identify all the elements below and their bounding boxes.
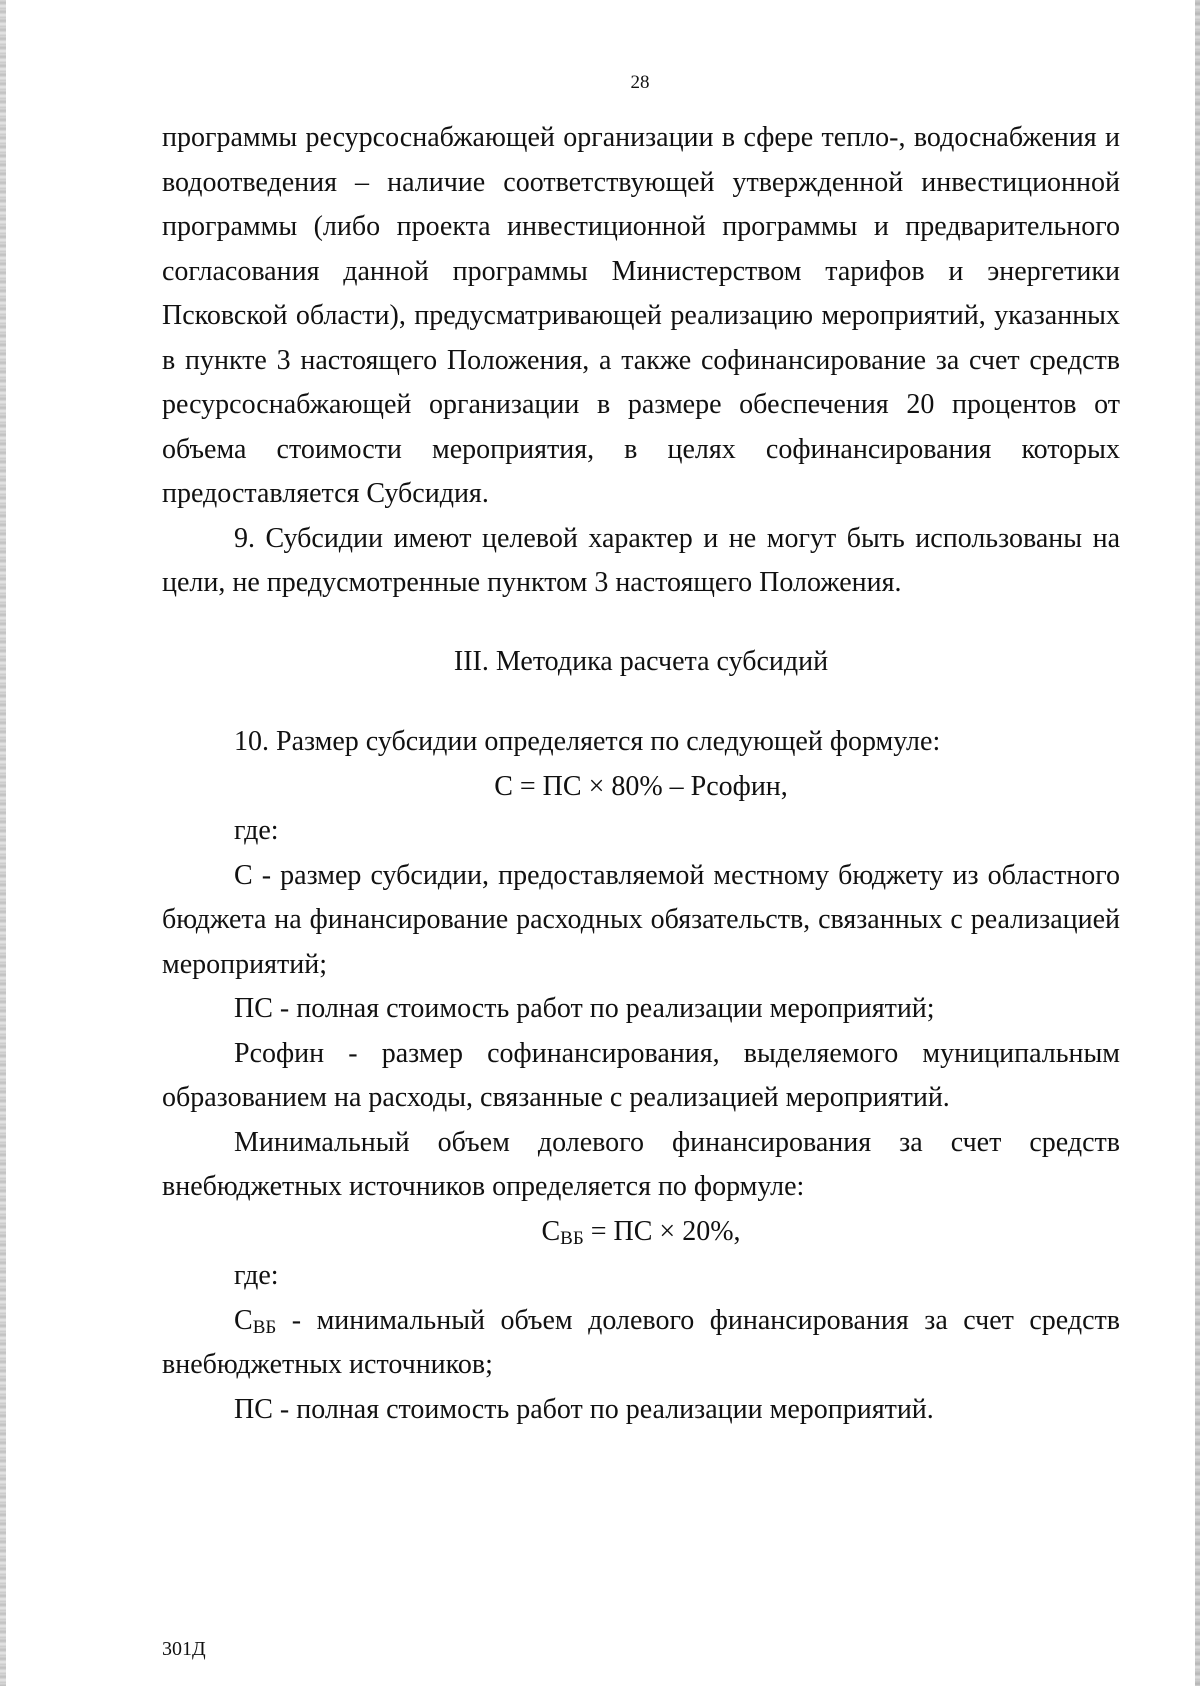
clause-9: 9. Субсидии имеют целевой характер и не могут быть использованы на цели, не предусмотренные пунктом 3 настоящего Положения. xyxy=(162,522,1120,598)
min-volume-intro: Минимальный объем долевого финансирования за счет средств внебюджетных источников определяется по формуле: xyxy=(162,1126,1120,1202)
footer-document-code: 301Д xyxy=(162,1638,206,1660)
definition-rsofin: Рсофин - размер софинансирования, выделяемого муниципальным образованием на расходы, связанные с реализацией мероприятий. xyxy=(162,1037,1120,1113)
page-number: 28 xyxy=(630,72,650,93)
formula-2-subscript: ВБ xyxy=(560,1227,584,1249)
definition-cvb-text: - минимальный объем долевого финансирования за счет средств внебюджетных источников; xyxy=(162,1304,1120,1380)
where-label-1: где: xyxy=(234,815,279,846)
definition-ps-1: ПС - полная стоимость работ по реализации мероприятий; xyxy=(234,993,935,1024)
scan-edge-left xyxy=(0,0,6,1686)
definition-c: С - размер субсидии, предоставляемой местному бюджету из областного бюджета на финансирование расходных обязательств, связанных с реализацией мероприятий; xyxy=(162,859,1120,980)
document-body xyxy=(162,116,1120,1432)
definition-cvb xyxy=(162,1299,1120,1388)
formula-subsidy: С = ПС × 80% – Рсофин, xyxy=(494,770,788,802)
clause-10-intro: 10. Размер субсидии определяется по следующей формуле: xyxy=(234,726,941,757)
formula-2-rest: = ПС × 20%, xyxy=(583,1215,741,1247)
definition-cvb-symbol: С xyxy=(234,1304,253,1336)
definition-cvb-subscript: ВБ xyxy=(252,1316,277,1338)
paragraph-continuation: программы ресурсоснабжающей организации в сфере тепло-, водоснабжения и водоотведения – наличие соответствующей утвержденной инвестиционной программы (либо проекта инвестиционной программы и предварительного согласования данной программы Министерством тарифов и энергетики Псковской области), предусматривающей реализацию мероприятий, указанных в пункте 3 настоящего Положения, а также софинансирование за счет средств ресурсоснабжающей организации в размере обеспечения 20 процентов от объема стоимости мероприятия, в целях софинансирования которых предоставляется Субсидия. xyxy=(162,122,1120,509)
formula-2-symbol: С xyxy=(541,1215,561,1247)
scan-edge-right xyxy=(1195,0,1200,1686)
where-label-2: где: xyxy=(234,1260,279,1291)
definition-ps-2: ПС - полная стоимость работ по реализации мероприятий. xyxy=(234,1393,934,1425)
formula-min-volume xyxy=(162,1210,1120,1255)
section-heading: III. Методика расчета субсидий xyxy=(453,645,829,677)
